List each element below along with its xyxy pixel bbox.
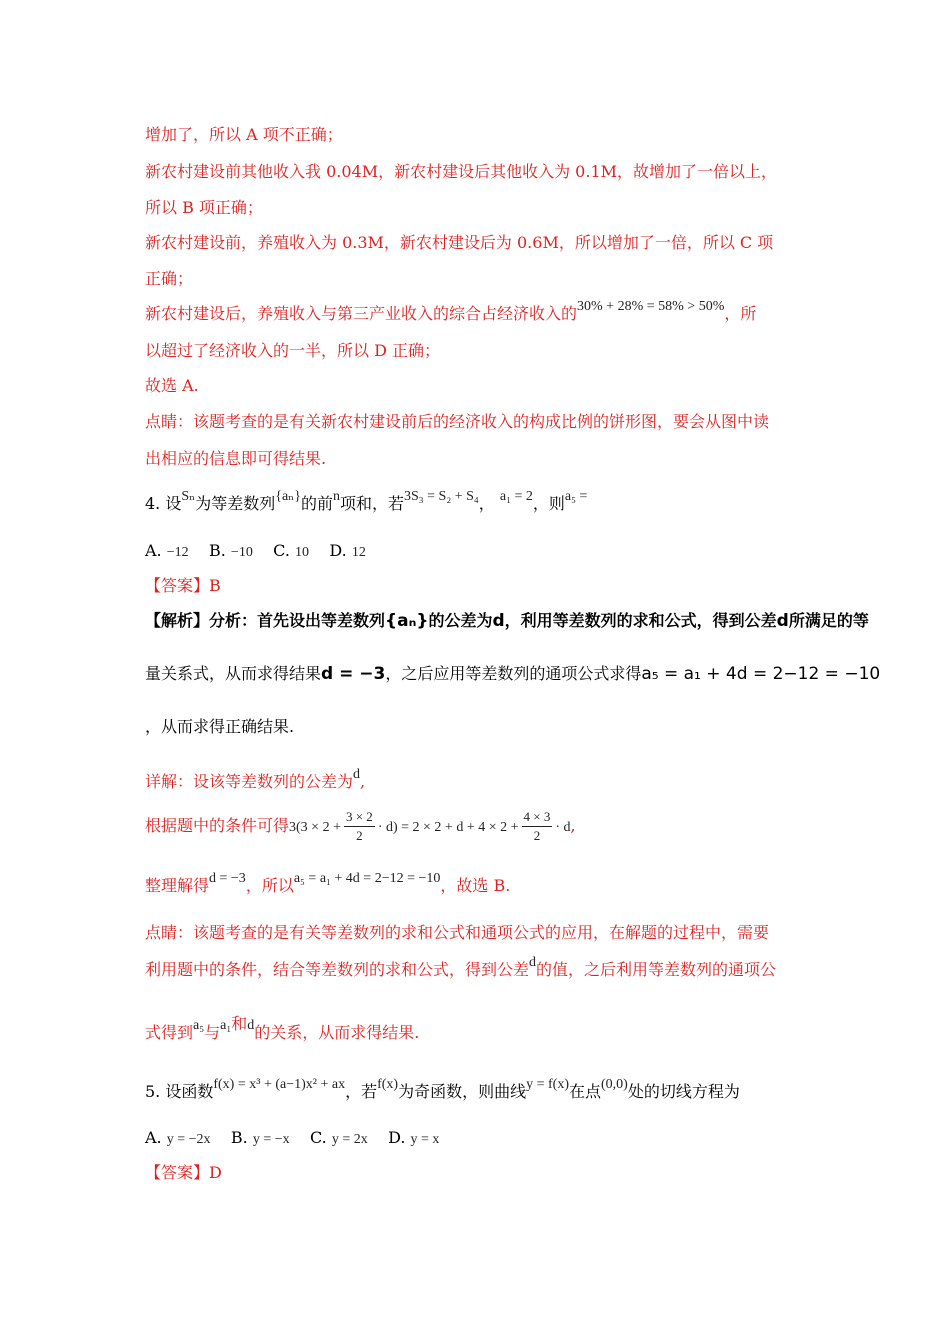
math-curve: y = f(x): [526, 1077, 569, 1092]
fraction-1-den: 2: [356, 828, 363, 843]
math-an-set: {aₙ}: [385, 611, 429, 631]
text: ，之后应用等差数列的通项公式求得: [385, 664, 642, 683]
text: 分析：首先设出等差数列: [209, 611, 386, 630]
q4-options: [145, 541, 366, 563]
option-c-label: C.: [273, 541, 290, 560]
analysis-label: 【解析】: [145, 611, 210, 630]
text: 根据题中的条件可得: [145, 816, 290, 835]
text: ，利用等差数列的求和公式，得到公差: [504, 611, 777, 630]
q5-answer: [145, 1163, 222, 1183]
math-d: d: [247, 1018, 255, 1033]
sol3-line-8: 故选 A.: [145, 376, 199, 395]
answer-label: 【答案】: [145, 576, 210, 595]
option-a-value: −12: [166, 545, 189, 560]
fraction-2: [522, 808, 553, 845]
math-part: · d) = 2 × 2 + d + 4 × 2 +: [377, 820, 519, 835]
math-a5: a₅: [193, 1018, 205, 1033]
math-a5-result: a₅ = a₁ + 4d = 2−12 = −10: [641, 664, 881, 684]
fraction-2-den: 2: [533, 828, 541, 843]
math-d-value: d = −3: [209, 871, 246, 886]
text: 的前: [300, 494, 333, 513]
text: 式得到: [145, 1023, 194, 1042]
text: 的公差为: [428, 611, 493, 630]
text: ，故选 B.: [440, 876, 511, 895]
text: 整理解得: [145, 876, 210, 895]
answer-value: B: [209, 576, 221, 595]
answer-label: 【答案】: [145, 1163, 210, 1182]
text: ，若: [345, 1082, 378, 1101]
answer-value: D: [209, 1163, 222, 1182]
q4-stem: [145, 489, 588, 516]
text: ,: [570, 816, 576, 835]
fraction-1-num: 3 × 2: [344, 808, 375, 827]
q4-detail-line-1: [145, 767, 366, 794]
math-point: (0,0): [601, 1077, 628, 1092]
sol3-line-4: 新农村建设前，养殖收入为 0.3M，新农村建设后为 0.6M，所以增加了一倍，所以 C 项: [145, 233, 774, 252]
text: 的值，之后利用等差数列的通项公: [536, 960, 777, 979]
option-d[interactable]: [388, 1128, 439, 1147]
option-c-label: C.: [309, 1128, 327, 1147]
q4-detail-line-3: [145, 871, 511, 898]
option-c-value: 10: [295, 545, 310, 560]
option-a-label: A.: [145, 541, 162, 560]
option-d-label: D.: [388, 1128, 406, 1147]
math-f: f(x): [377, 1077, 399, 1092]
option-b-value: y = −x: [252, 1132, 290, 1147]
text: ，所以: [245, 876, 294, 895]
math-d-result: d = −3: [321, 664, 386, 684]
option-d-value: 12: [351, 545, 366, 560]
sol3-line-1: 增加了，所以 A 项不正确；: [145, 125, 343, 144]
option-b[interactable]: [209, 541, 253, 560]
text: 利用题中的条件，结合等差数列的求和公式，得到公差: [145, 960, 530, 979]
option-c-value: y = 2x: [331, 1132, 368, 1147]
math-a5: a₅ =: [564, 489, 588, 504]
math-a5-value: a₅ = a₁ + 4d = 2−12 = −10: [293, 871, 441, 886]
text: 4. 设: [145, 494, 182, 513]
q4-analysis-line-3: ，从而求得正确结果.: [145, 717, 295, 736]
text: 的关系，从而求得结果.: [254, 1023, 420, 1042]
q4-analysis-line-1: [145, 611, 869, 631]
option-b[interactable]: [231, 1128, 290, 1147]
sol3-note-2: 出相应的信息即可得结果.: [145, 449, 327, 468]
option-a[interactable]: [145, 1128, 211, 1147]
q4-answer: [145, 576, 221, 596]
math-n: n: [332, 489, 340, 504]
option-a[interactable]: [145, 541, 189, 560]
math-function: f(x) = x³ + (a−1)x² + ax: [213, 1077, 346, 1092]
fraction-2-num: 4 × 3: [522, 808, 553, 827]
math-a1: a₁ = 2: [499, 489, 533, 504]
text: ，则: [532, 494, 565, 513]
math-a1: a₁: [220, 1018, 232, 1033]
option-a-value: y = −2x: [166, 1132, 211, 1147]
q4-detail-line-2: [145, 804, 576, 850]
q4-note-1: 点睛：该题考查的是有关等差数列的求和公式和通项公式的应用，在解题的过程中，需要: [145, 923, 770, 942]
sol3-line-2: 新农村建设前其他收入我 0.04M，新农村建设后其他收入为 0.1M，故增加了一倍以上，: [145, 162, 778, 181]
math-Sn: Sₙ: [181, 489, 196, 504]
q5-stem: [145, 1077, 740, 1104]
sol3-line-7: 以超过了经济收入的一半，所以 D 正确；: [145, 341, 441, 360]
sol3-note-1: 点睛：该题考查的是有关新农村建设前后的经济收入的构成比例的饼形图，要会从图中读: [145, 412, 770, 431]
option-c[interactable]: [310, 1128, 368, 1147]
text: 与: [204, 1023, 221, 1042]
text: ，: [478, 494, 495, 513]
q4-note-2: [145, 955, 777, 982]
text: ,: [360, 772, 366, 791]
option-d-value: y = x: [410, 1132, 440, 1147]
option-b-value: −10: [230, 545, 253, 560]
q5-options: [145, 1128, 439, 1150]
text: 和: [231, 1014, 248, 1033]
option-b-label: B.: [208, 541, 226, 560]
text: 5. 设函数: [145, 1082, 214, 1101]
text: 量关系式，从而求得结果: [145, 664, 322, 683]
text: 项和，若: [339, 494, 404, 513]
sol3-line-6: [145, 299, 757, 326]
q4-note-3: [145, 1014, 420, 1045]
sol3-line-3: 所以 B 项正确；: [145, 198, 263, 217]
math-part: · d: [555, 820, 571, 835]
sol3-line-5: 正确；: [145, 269, 194, 288]
text: 在点: [569, 1082, 602, 1101]
text: 为奇函数，则曲线: [398, 1082, 527, 1101]
math-percent-sum: 30% + 28% = 58% > 50%: [577, 299, 725, 314]
text: 处的切线方程为: [627, 1082, 740, 1101]
text: ，所: [724, 304, 757, 323]
option-a-label: A.: [145, 1128, 162, 1147]
text: 所满足的等: [788, 611, 869, 630]
q4-analysis-line-2: [145, 664, 880, 684]
math-condition: 3S₃ = S₂ + S₄: [403, 489, 479, 504]
math-d: d: [529, 955, 537, 970]
text: 详解：设该等差数列的公差为: [145, 772, 354, 791]
math-d: d: [776, 611, 789, 631]
option-d[interactable]: [329, 541, 365, 560]
math-part: 3(3 × 2 +: [289, 820, 341, 835]
text: 新农村建设后，养殖收入与第三产业收入的综合占经济收入的: [145, 304, 578, 323]
text: 为等差数列: [195, 494, 276, 513]
math-an-set: {aₙ}: [275, 489, 301, 504]
option-b-label: B.: [230, 1128, 248, 1147]
math-d: d: [492, 611, 505, 631]
fraction-1: [344, 808, 375, 845]
option-c[interactable]: [273, 541, 309, 560]
math-d: d: [353, 767, 361, 782]
option-d-label: D.: [329, 541, 347, 560]
